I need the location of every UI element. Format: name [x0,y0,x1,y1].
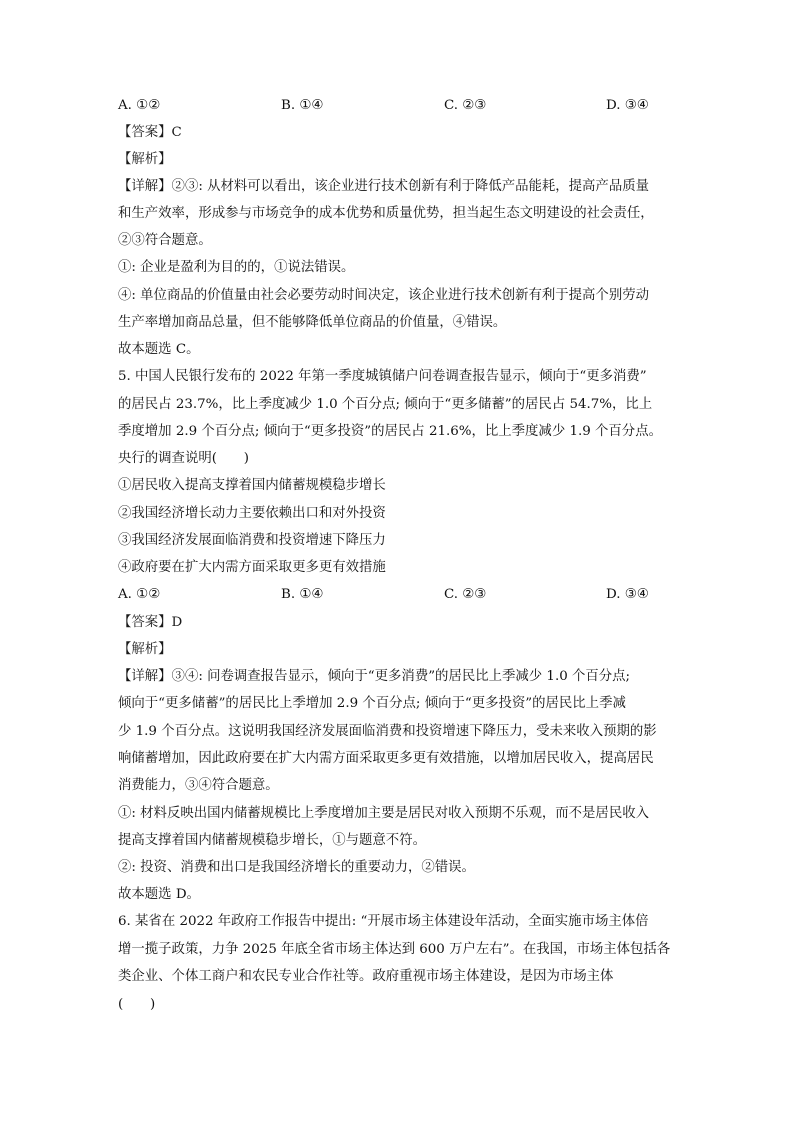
q5-item-2: ②我国经济增长动力主要依赖出口和对外投资 [118,506,386,521]
q4-explanation-line: 和生产效率，形成参与市场竞争的成本优势和质量优势，担当起生态文明建设的社会责任， [118,206,654,221]
q5-explanation-line: ②: 投资、消费和出口是我国经济增长的重要动力，②错误。 [118,860,475,875]
q6-stem-line: 类企业、个体工商户和农民专业合作社等。政府重视市场主体建设，是因为市场主体 [118,969,614,984]
q6-stem-line: ( ) [118,997,156,1012]
q5-option-c: C. ②③ [444,587,487,602]
q5-explanation-line: 少 1.9 个百分点。这说明我国经济发展面临消费和投资增速下降压力，受未来收入预期的影 [118,724,657,739]
q4-explanation-line: ④: 单位商品的价值量由社会必要劳动时间决定，该企业进行技术创新有利于提高个别劳动 [118,288,649,303]
q5-item-1: ①居民收入提高支撑着国内储蓄规模稳步增长 [118,478,386,493]
q5-explanation-line: 消费能力，③④符合题意。 [118,778,279,793]
q5-conclusion: 故本题选 D。 [118,887,200,902]
q4-option-b: B. ①④ [281,98,324,113]
q4-explanation-line: ②③符合题意。 [118,233,212,248]
q5-stem-line: 5. 中国人民银行发布的 2022 年第一季度城镇储户问卷调查报告显示，倾向于“更多消费” [118,369,647,384]
q5-explanation-line: 【详解】③④: 问卷调查报告显示，倾向于“更多消费”的居民比上季减少 1.0 个百分点; [118,669,631,684]
q4-option-a: A. ①② [118,98,161,113]
q4-conclusion: 故本题选 C。 [118,342,200,357]
q5-option-d: D. ③④ [606,587,649,602]
q5-explanation-line: ①: 材料反映出国内储蓄规模比上季度增加主要是居民对收入预期不乐观，而不是居民收入 [118,806,649,821]
q5-explanation-line: 提高支撑着国内储蓄规模稳步增长，①与题意不符。 [118,833,426,848]
q4-explanation-line: ①: 企业是盈利为目的的，①说法错误。 [118,260,355,275]
q5-item-4: ④政府要在扩大内需方面采取更多更有效措施 [118,560,386,575]
q6-stem-line: 增一揽子政策，力争 2025 年底全省市场主体达到 600 万户左右”。在我国，市场主体包括各 [118,942,671,957]
q6-stem-line: 6. 某省在 2022 年政府工作报告中提出: “开展市场主体建设年活动，全面实施市场主体倍 [118,914,649,929]
q5-answer: 【答案】D [118,615,183,630]
q4-explanation-line: 【详解】②③: 从材料可以看出，该企业进行技术创新有利于降低产品能耗，提高产品质量 [118,179,649,194]
q5-options [118,585,678,605]
q5-option-b: B. ①④ [281,587,324,602]
q4-options [118,96,678,116]
q4-answer: 【答案】C [118,125,182,140]
q4-explanation-line: 生产率增加商品总量，但不能够降低单位商品的价值量，④错误。 [118,315,507,330]
q4-analysis-label: 【解析】 [118,152,172,167]
q5-analysis-label: 【解析】 [118,642,172,657]
q5-item-3: ③我国经济发展面临消费和投资增速下降压力 [118,533,386,548]
q5-stem-line: 季度增加 2.9 个百分点; 倾向于“更多投资”的居民占 21.6%，比上季度减少 1.9 个百分点。 [118,424,662,439]
q5-stem-line: 央行的调查说明( ) [118,451,249,466]
q5-stem-line: 的居民占 23.7%，比上季度减少 1.0 个百分点; 倾向于“更多储蓄”的居民占 54.7%，比上 [118,397,653,412]
q5-explanation-line: 响储蓄增加，因此政府要在扩大内需方面采取更多更有效措施，以增加居民收入，提高居民 [118,751,654,766]
q4-option-d: D. ③④ [606,98,649,113]
q5-option-a: A. ①② [118,587,161,602]
q5-explanation-line: 倾向于“更多储蓄”的居民比上季增加 2.9 个百分点; 倾向于“更多投资”的居民比上季减 [118,696,626,711]
q4-option-c: C. ②③ [444,98,487,113]
